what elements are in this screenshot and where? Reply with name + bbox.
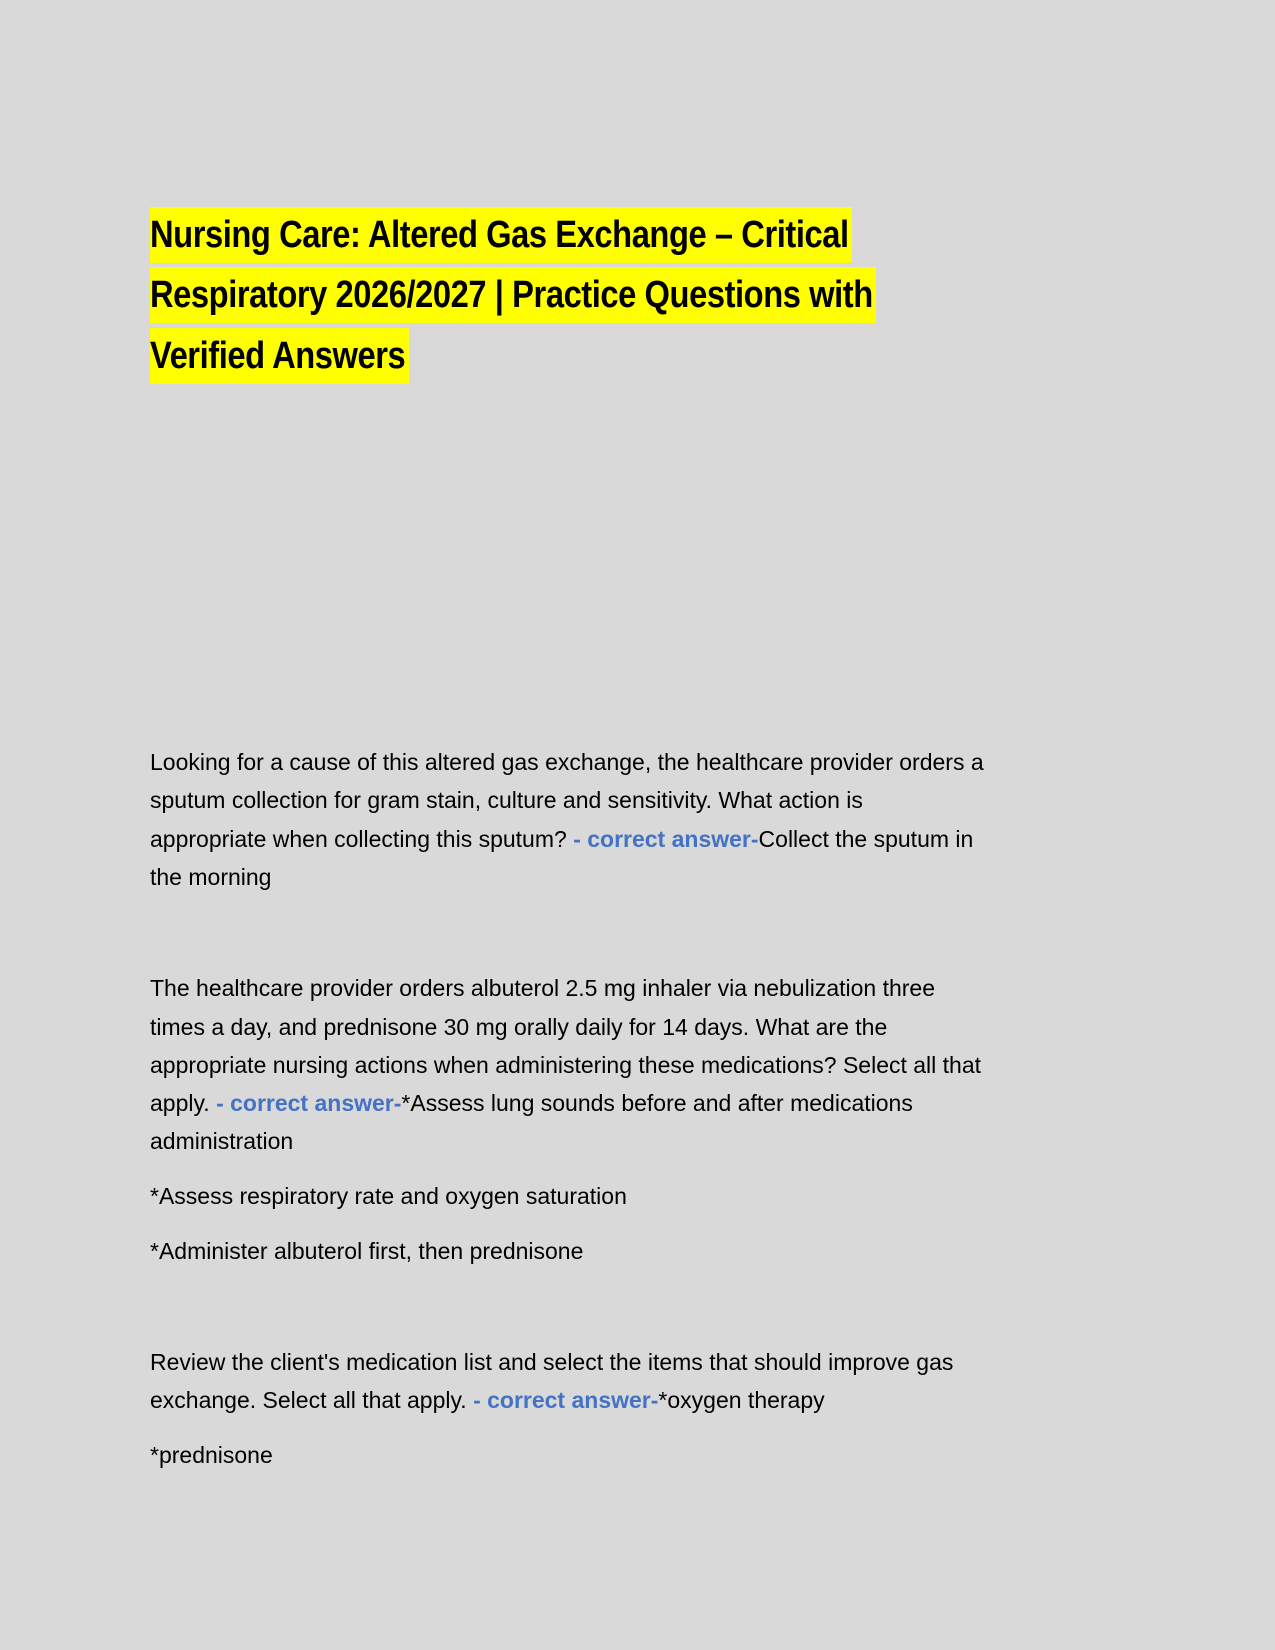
answer-text: *oxygen therapy (658, 1387, 825, 1413)
correct-answer-label: - correct answer- (216, 1090, 402, 1116)
question-answer-line (150, 1381, 825, 1419)
question-text-line: Review the client's medication list and select the items that should improve gas (150, 1349, 954, 1375)
answer-item: *Administer albuterol first, then prednisone (150, 1238, 584, 1264)
answer-item: *prednisone (150, 1442, 273, 1468)
correct-answer-label: - correct answer- (473, 1387, 659, 1413)
answer-text: Collect the sputum in (758, 826, 974, 852)
question-text-line: Looking for a cause of this altered gas exchange, the healthcare provider orders a (150, 749, 984, 775)
answer-item: *Assess respiratory rate and oxygen saturation (150, 1183, 627, 1209)
title-highlight: Nursing Care: Altered Gas Exchange – Critical (150, 207, 852, 263)
answer-text: *Assess lung sounds before and after medications (401, 1090, 913, 1116)
answer-text-line: the morning (150, 864, 272, 890)
question-text: appropriate when collecting this sputum? (150, 826, 574, 852)
title-highlight: Verified Answers (150, 328, 409, 384)
question-text: exchange. Select all that apply. (150, 1387, 474, 1413)
document-title-line-3 (150, 328, 451, 384)
correct-answer-label: - correct answer- (573, 826, 759, 852)
question-text-line: appropriate nursing actions when administering these medications? Select all that (150, 1052, 982, 1078)
document-title-line-2 (150, 267, 994, 323)
question-answer-line (150, 820, 973, 858)
question-answer-line (150, 1084, 913, 1122)
question-text-line: The healthcare provider orders albuterol 2.5 mg inhaler via nebulization three (150, 975, 936, 1001)
document-title-line-1 (150, 207, 966, 263)
question-text: apply. (150, 1090, 217, 1116)
title-highlight: Respiratory 2026/2027 | Practice Questions with (150, 267, 876, 323)
answer-text-line: administration (150, 1128, 294, 1154)
question-text-line: sputum collection for gram stain, culture and sensitivity. What action is (150, 787, 863, 813)
question-text-line: times a day, and prednisone 30 mg orally daily for 14 days. What are the (150, 1014, 888, 1040)
